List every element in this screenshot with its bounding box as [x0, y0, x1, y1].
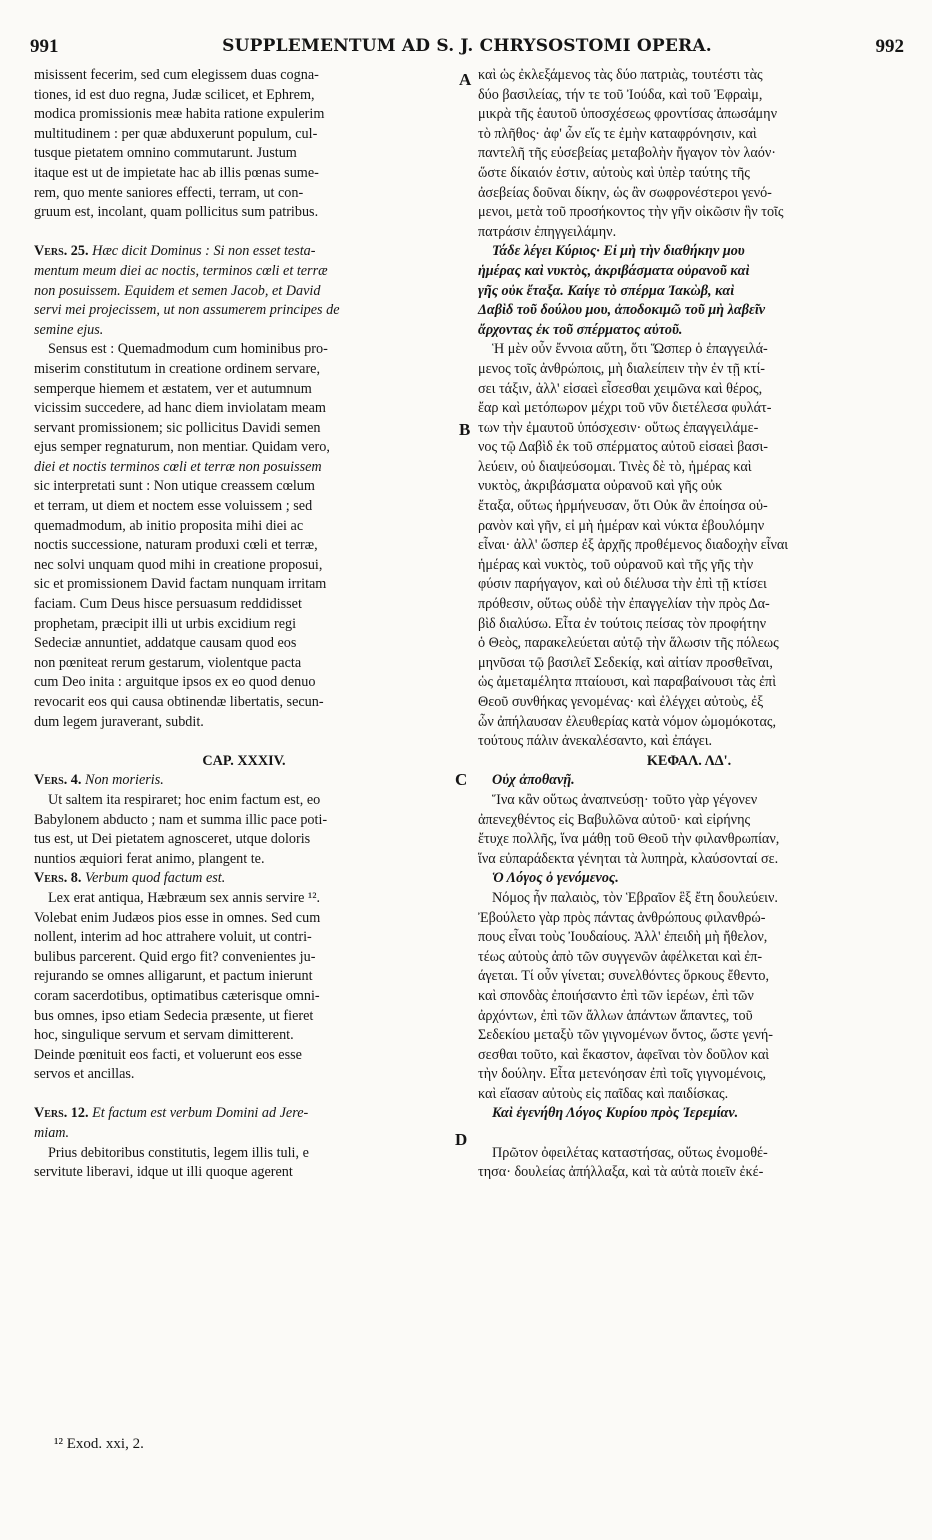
text-line: nec solvi unquam quod mihi in creatione proposui,	[34, 556, 323, 573]
text-line: miserim constitutum in creatione ordinem servare,	[34, 360, 321, 377]
text-line: ἀπενεχθέντος εἰς Βαβυλῶνα αὐτοῦ· καὶ εἰρήνης	[478, 811, 751, 828]
text-line: Deinde pœnituit eos facti, et voluerunt eos esse	[34, 1046, 302, 1063]
text-line: coram sacerdotibus, optimatibus cæterisque omni-	[34, 987, 320, 1004]
text-line: itaque est ut de impietate hac ab illis pœnas sume-	[34, 164, 319, 181]
text-line: Δαβὶδ τοῦ δούλου μου, ἀποδοκιμῶ τοῦ μὴ λαβεῖν	[478, 302, 766, 319]
text-line: tiones, id est duo regna, Judæ scilicet, et Ephrem,	[34, 86, 315, 103]
text-line: Ἵνα κἂν οὕτως ἀναπνεύσῃ· τοῦτο γὰρ γέγονεν	[492, 791, 758, 808]
text-line: Ἐβούλετο γὰρ πρὸς πάντας ἀνθρώπους φιλανθρώ-	[478, 909, 766, 926]
text-line: μικρὰ τῆς ἑαυτοῦ ὑποσχέσεως φροντίσας ἀπωσάμην	[478, 106, 777, 123]
text-line: non pœniteat rerum gestarum, violentque pacta	[34, 654, 302, 671]
text-line: Lex erat antiqua, Hæbræum sex annis servire ¹².	[48, 889, 321, 906]
footnote: ¹² Exod. xxi, 2.	[54, 1436, 144, 1452]
text-line: Σεδεκίου μεταξὺ τῶν γιγνομένων ὄντος, ὥστε γενή-	[478, 1027, 773, 1044]
page-number-right: 992	[875, 36, 904, 57]
text-line: multitudinem : per quæ abduxerunt populum, cul-	[34, 125, 318, 142]
text-line: ἔτυχε πολλῆς, ἵνα μάθῃ τοῦ Θεοῦ τὴν φιλανθρωπίαν,	[478, 831, 780, 848]
text-line: ἔταξα, οὕτως ἡρμήνευσαν, ὅτι Οὐκ ἂν ἐποίησα οὐ-	[478, 498, 768, 515]
text-line: Vers. 25. Hæc dicit Dominus : Si non esset testa-	[34, 243, 316, 260]
paragraph-gap	[34, 223, 454, 243]
latin-column	[34, 66, 454, 1183]
text-line: sic et promissionem David factam nunquam irritam	[34, 576, 327, 593]
paragraph-gap	[34, 732, 454, 752]
text-line: tusque pietatem omnino commutarunt. Justum	[34, 145, 297, 162]
text-line: ἡμέρας καὶ νυκτὸς, ἀκριβάσματα οὐρανοῦ καὶ	[478, 262, 750, 279]
text-line: Prius debitoribus constitutis, legem illis tuli, e	[48, 1144, 309, 1161]
text-line: καὶ σπονδὰς ἐποιήσαντο ἐπὶ τῶν ἱερέων, ἐπὶ τῶν	[478, 987, 754, 1004]
margin-letter-a: A	[459, 70, 472, 89]
text-line: ἀρχόντων, ἐπὶ τῶν ἄλλων ἁπάντων ἅπαντες, τοῦ	[478, 1007, 753, 1024]
text-line: δύο βασιλείας, τήν τε τοῦ Ἰούδα, καὶ τοῦ Ἐφραὶμ,	[478, 86, 763, 103]
text-line: μενος τοῖς ἀνθρώποις, μὴ διαλείπειν τὴν ἐν τῇ κτί-	[478, 360, 765, 377]
text-line: nuntios æquiori ferat animo, plangent te.	[34, 850, 265, 867]
text-line: Vers. 8. Verbum quod factum est.	[34, 870, 226, 887]
text-line: semperque hiemem et æstatem, ver et autumnum	[34, 380, 312, 397]
text-line: τησα· δουλείας ἀπήλλαξα, καὶ τὰ αὐτὰ ποιεῖν ἐκέ-	[478, 1164, 764, 1181]
text-line: μενοι, μετὰ τοῦ προσήκοντος τὴν γῆν οἰκῶσιν ἣν τοῖς	[478, 204, 784, 221]
text-line: bus omnes, ipso etiam Sedecia præsente, ut fieret	[34, 1007, 314, 1024]
text-line: Καὶ ἐγενήθη Λόγος Κυρίου πρὸς Ἰερεμίαν.	[492, 1105, 739, 1122]
text-line: revocarit eos qui causa obtinendæ libertatis, secun-	[34, 694, 324, 710]
text-line: miam.	[34, 1125, 70, 1142]
text-line: mentum meum diei ac noctis, terminos cœli et terræ	[34, 262, 328, 279]
text-line: τὸ πλῆθος· ἀφ' ὧν εἴς τε ἐμὴν καταφρόνησιν, καὶ	[478, 125, 757, 142]
text-line: modica promissionis meæ habita ratione expulerim	[34, 106, 325, 123]
paragraph-gap	[478, 1124, 900, 1144]
text-line: et terram, ut diem et noctem esse voluissem ; sed	[34, 498, 313, 515]
text-line: Vers. 12. Et factum est verbum Domini ad Jere-	[34, 1105, 309, 1122]
text-line: ἡμέρας καὶ νυκτὸς, τοῦ οὐρανοῦ καὶ τῆς γῆς τὴν	[478, 556, 754, 573]
text-line: Θεοῦ συνθήκας γενομένας· καὶ ἐλέγχει αὐτοὺς, ἐξ	[478, 694, 764, 710]
text-line: ἔαρ καὶ μετόπωρον μέχρι τοῦ νῦν διετέλεσα φυλάτ-	[478, 400, 772, 417]
text-line: ὧν ἀπήλαυσαν ἐλευθερίας κατὰ νόμον ὠμομόκοτας,	[478, 713, 777, 730]
text-line: Vers. 4. Non morieris.	[34, 772, 164, 789]
text-line: βὶδ διαλύσω. Εἶτα ἐν τούτοις πείσας τὸν προφήτην	[478, 615, 767, 632]
text-line: servi mei projecissem, ut non assumerem principes de	[34, 302, 340, 319]
text-line: τὴν δούλην. Εἶτα μετενόησαν ἐπὶ τοῖς γιγνομένοις,	[478, 1066, 767, 1083]
text-line: servant promissionem; sic pollicitus Davidi semen	[34, 419, 321, 436]
text-line: πους εἶναι τοὺς Ἰουδαίους. Ἀλλ' ἐπειδὴ μὴ ἤθελον,	[478, 929, 768, 946]
text-line: ρανὸν καὶ γῆν, εἰ μὴ ἡμέραν καὶ νύκτα ἐβουλόμην	[478, 517, 765, 534]
text-line: ἄρχοντας ἐκ τοῦ σπέρματος αὐτοῦ.	[478, 321, 683, 338]
text-line: ejus semper regnaturum, non mentiar. Quidam vero,	[34, 439, 330, 456]
text-line: καὶ εἴασαν αὐτοὺς εἰς παῖδας καὶ παιδίσκας.	[478, 1085, 729, 1102]
text-line: πατράσιν ἐπηγγειλάμην.	[478, 223, 617, 240]
text-line: σεσθαι τοῦτο, καὶ ἕκαστον, ἀφεῖναι τὸν δοῦλον καὶ	[478, 1046, 770, 1063]
text-line: φύσιν παρήγαγον, καὶ οὐ διέλυσα τὴν ἐπὶ τῇ κτίσει	[478, 576, 767, 593]
section-heading: CAP. XXXIV.	[202, 752, 286, 769]
text-line: μηνῦσαι τῷ βασιλεῖ Σεδεκίᾳ, καὶ αἰτίαν προσθεῖναι,	[478, 654, 773, 671]
text-line: sic interpretati sunt : Non utique creassem cœlum	[34, 478, 315, 495]
text-line: Sedeciæ annuntiet, addatque causam quod eos	[34, 635, 297, 652]
text-line: Ἡ μὲν οὖν ἔννοια αὕτη, ὅτι Ὥσπερ ὁ ἐπαγγειλά-	[492, 341, 768, 358]
text-line: λεύειν, οὐ διαψεύσομαι. Τινὲς δὲ τὸ, ἡμέρας καὶ	[478, 458, 752, 475]
text-line: ἵνα εὐπαράδεκτα γένηται τὰ λυπηρὰ, κλαύσονταί σε.	[478, 850, 779, 867]
text-line: εἶναι· ἀλλ' ὥσπερ ἐξ ἀρχῆς προθέμενος διαδοχὴν εἶναι	[478, 537, 789, 554]
text-line: diei et noctis terminos cœli et terræ non posuissem	[34, 458, 322, 475]
running-header	[30, 36, 904, 58]
greek-column	[478, 66, 900, 1183]
section-heading: ΚΕΦΑΛ. ΛΔ'.	[646, 752, 732, 769]
text-line: Babylonem abducto ; nam et summa illic pace poti-	[34, 811, 328, 828]
text-line: νος τῷ Δαβὶδ ἐκ τοῦ σπέρματος αὐτοῦ εἰσαεὶ βασι-	[478, 439, 769, 456]
text-line: ἀσεβείας δοῦναι δίκην, ὡς ἂν σωφρονέστεροι γενό-	[478, 184, 772, 201]
text-line: παντελῆ τῆς εὐσεβείας μεταβολὴν ἤγαγον τὸν λαόν·	[478, 145, 776, 162]
text-line: Νόμος ἦν παλαιὸς, τὸν Ἑβραῖον ἓξ ἔτη δουλεύειν.	[492, 889, 778, 906]
paragraph-gap	[34, 1085, 454, 1105]
text-line: άγεται. Τί οὖν γίνεται; συνελθόντες ὅρκους ἔθεντο,	[478, 968, 770, 985]
text-line: καὶ ὡς ἐκλεξάμενος τὰς δύο πατριὰς, τουτέστι τὰς	[478, 67, 763, 83]
text-line: ὁ Θεὸς, παρακελεύεται αὐτῷ τὴν ἅλωσιν τῆς πόλεως	[478, 635, 779, 652]
text-line: cum Deo inita : arguitque ipsos ex eo quod denuo	[34, 674, 316, 691]
text-line: servos et ancillas.	[34, 1066, 135, 1083]
text-line: non posuissem. Equidem et semen Jacob, et David	[34, 282, 321, 299]
margin-letter-d: D	[455, 1130, 468, 1149]
text-line: τούτους πάλιν ἀνεκαλέσαντο, καὶ ἐπάγει.	[478, 733, 713, 750]
text-line: Sensus est : Quemadmodum cum hominibus pro-	[48, 341, 328, 358]
text-line: gruum est, incolant, quam pollicitus sum patribus.	[34, 204, 319, 221]
text-line: dum legem juraverant, subdit.	[34, 713, 204, 730]
text-line: πρόθεσιν, οὕτως οὐδὲ τὴν ἐπαγγελίαν τὴν πρὸς Δα-	[478, 596, 770, 613]
text-line: tus est, ut Dei pietatem agnosceret, utque doloris	[34, 831, 311, 848]
text-line: Τάδε λέγει Κύριος· Εἰ μὴ τὴν διαθήκην μου	[492, 243, 745, 260]
running-title: SUPPLEMENTUM AD S. J. CHRYSOSTOMI OPERA.	[222, 36, 712, 56]
text-line: ὥστε δίκαιόν ἐστιν, αὐτοὺς καὶ ὑπὲρ ταύτης τῆς	[478, 164, 750, 181]
text-line: bulibus parcerent. Quid ergo fit? convenientes ju-	[34, 948, 316, 965]
text-line: servitute liberavi, idque ut illi quoque agerent	[34, 1164, 293, 1181]
text-line: νυκτὸς, ἀκριβάσματα οὐρανοῦ καὶ γῆς οὐκ	[478, 478, 723, 495]
text-line: semine ejus.	[34, 321, 104, 338]
text-line: faciam. Cum Deus hisce persuasum reddidisset	[34, 596, 302, 613]
text-line: των τὴν ἐμαυτοῦ ὑπόσχεσιν· οὕτως ἐπαγγειλάμε-	[478, 419, 759, 436]
text-line: Volebat enim Judæos pios esse in omnes. Sed cum	[34, 909, 321, 926]
text-line: rejurando se omnes alligarunt, et pactum inierunt	[34, 968, 313, 985]
text-line: Οὐχ ἀποθανῇ.	[492, 772, 575, 789]
text-line: misissent fecerim, sed cum elegissem duas cogna-	[34, 67, 319, 83]
page-number-left: 991	[30, 36, 59, 57]
text-line: Ὁ Λόγος ὁ γενόμενος.	[492, 870, 619, 887]
margin-letter-b: B	[459, 420, 471, 439]
text-line: quemadmodum, ab initio proposita mihi diei ac	[34, 517, 304, 534]
text-line: ὡς ἀμεταμέλητα πταίουσι, καὶ παραβαίνουσι τὰς ἐπὶ	[478, 674, 777, 691]
text-line: σει τάξιν, ἀλλ' εἰσαεὶ εἶσεσθαι χειμῶνα καὶ θέρος,	[478, 380, 763, 397]
text-line: Ut saltem ita respiraret; hoc enim factum est, eo	[48, 791, 321, 808]
text-line: vicissim succedere, ad hanc diem inviolatam meam	[34, 400, 326, 417]
text-line: τέως αὐτοὺς ἀπὸ τῶν συγγενῶν ἀφέλκεται καὶ ἐπ-	[478, 948, 763, 965]
text-line: noctis successione, naturam produxi cœli et terræ,	[34, 537, 318, 554]
text-line: prophetam, præcipit illi ut urbis excidium regi	[34, 615, 297, 632]
text-line: γῆς οὐκ ἔταξα. Καίγε τὸ σπέρμα Ἰακὼβ, καὶ	[478, 282, 735, 299]
text-line: rem, quo mente saniores effecti, terram, ut con-	[34, 184, 304, 201]
margin-letter-c: C	[455, 770, 468, 789]
text-line: nollent, interim ad hoc attrahere voluit, ut contri-	[34, 929, 312, 946]
text-line: Πρῶτον ὀφειλέτας καταστήσας, οὕτως ἐνομοθέ-	[492, 1144, 768, 1161]
text-line: hoc, singulique servum et servam dimitterent.	[34, 1027, 294, 1044]
